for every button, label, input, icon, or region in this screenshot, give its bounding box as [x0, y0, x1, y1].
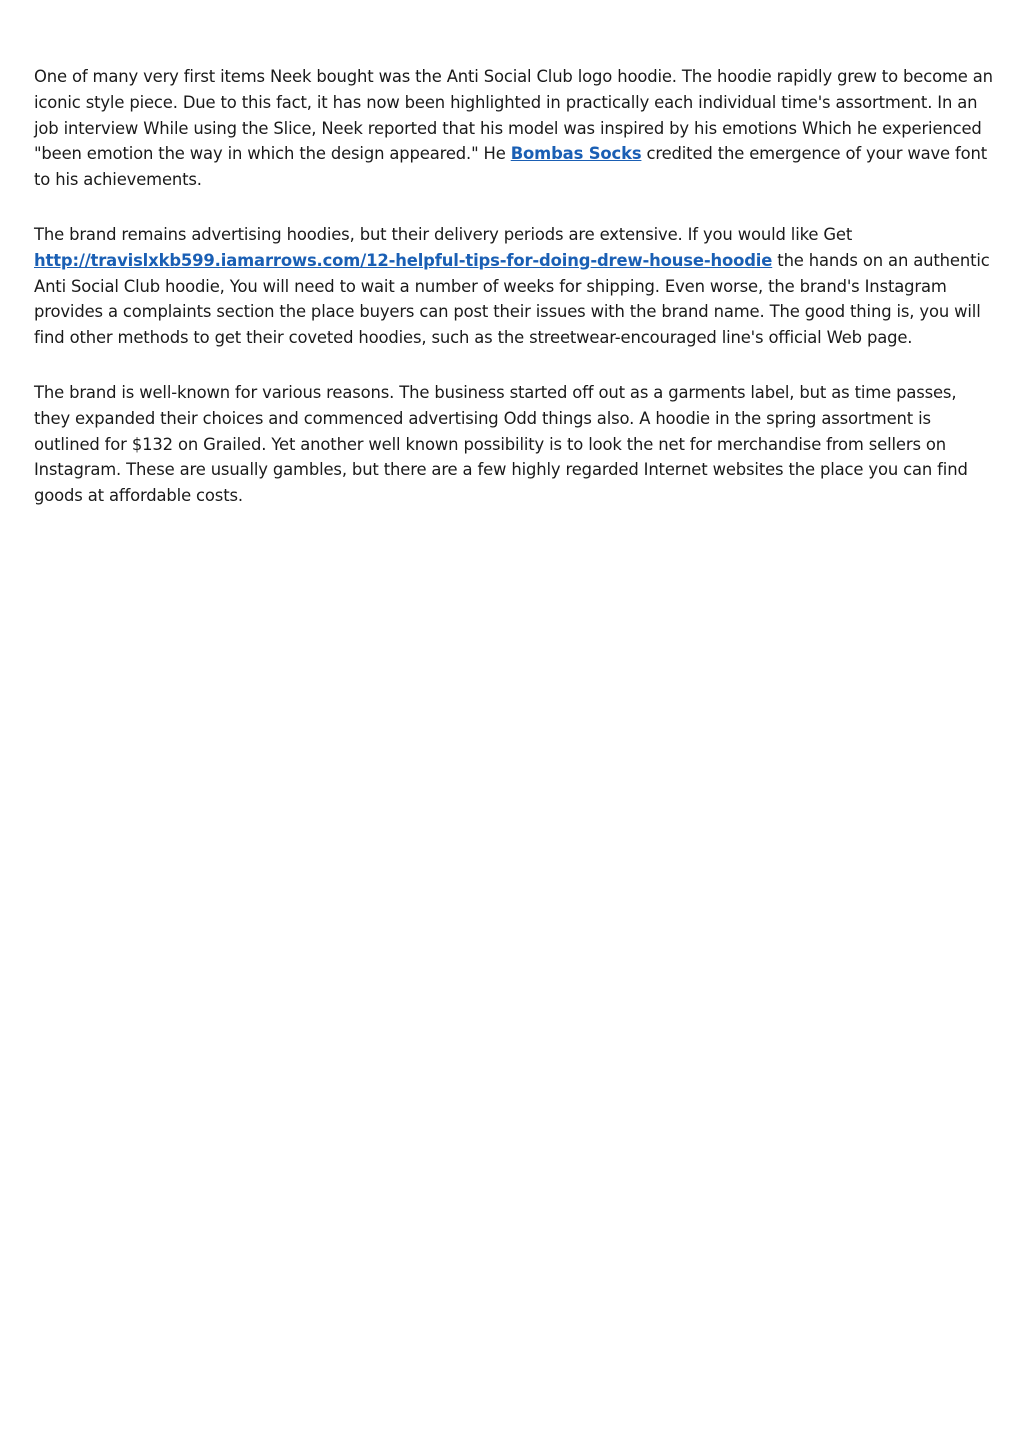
- paragraph-3: The brand is well-known for various reasons. The business started off out as a garments label, but as time passes, they expanded their choices and commenced advertising Odd things also. A hoodie in the spring assortment is outlined for $132 on Grailed. Yet another well known possibility is to look the net for merchandise from sellers on Instagram. These are usually gambles, but there are a few highly regarded Internet websites the place you can find goods at affordable costs.: [34, 382, 968, 506]
- paragraph-2-text-after: the hands on an authentic Anti Social Club hoodie, You will need to wait a number of weeks for shipping. Even worse, the brand's Instagram provides a complaints section the place buyers can post their issues with the brand name. The good thing is, you will find other methods to get their coveted hoodies, such as the streetwear-encouraged line's official Web page.: [34, 250, 990, 348]
- drew-house-hoodie-link[interactable]: http://travislxkb599.iamarrows.com/12-helpful-tips-for-doing-drew-house-hoodie: [34, 250, 773, 270]
- paragraph-2-text-before: The brand remains advertising hoodies, but their delivery periods are extensive. If you would like Get: [34, 224, 853, 244]
- bombas-socks-link[interactable]: Bombas Socks: [510, 144, 642, 164]
- paragraph-1-text-before: One of many very first items Neek bought was the Anti Social Club logo hoodie. The hoodie rapidly grew to become an iconic style piece. Due to this fact, it has now been highlighted in practically each individual time's assortment. In an job interview While using the Slice, Neek reported that his model was inspired by his emotions Which he experienced "been emotion the way in which the design appeared." He: [34, 67, 993, 164]
- paragraph-1: [34, 64, 994, 193]
- document-body: [34, 64, 994, 538]
- paragraph-2: [34, 222, 994, 351]
- paragraph-1-text-after: credited the emergence of your wave font to his achievements.: [34, 144, 988, 190]
